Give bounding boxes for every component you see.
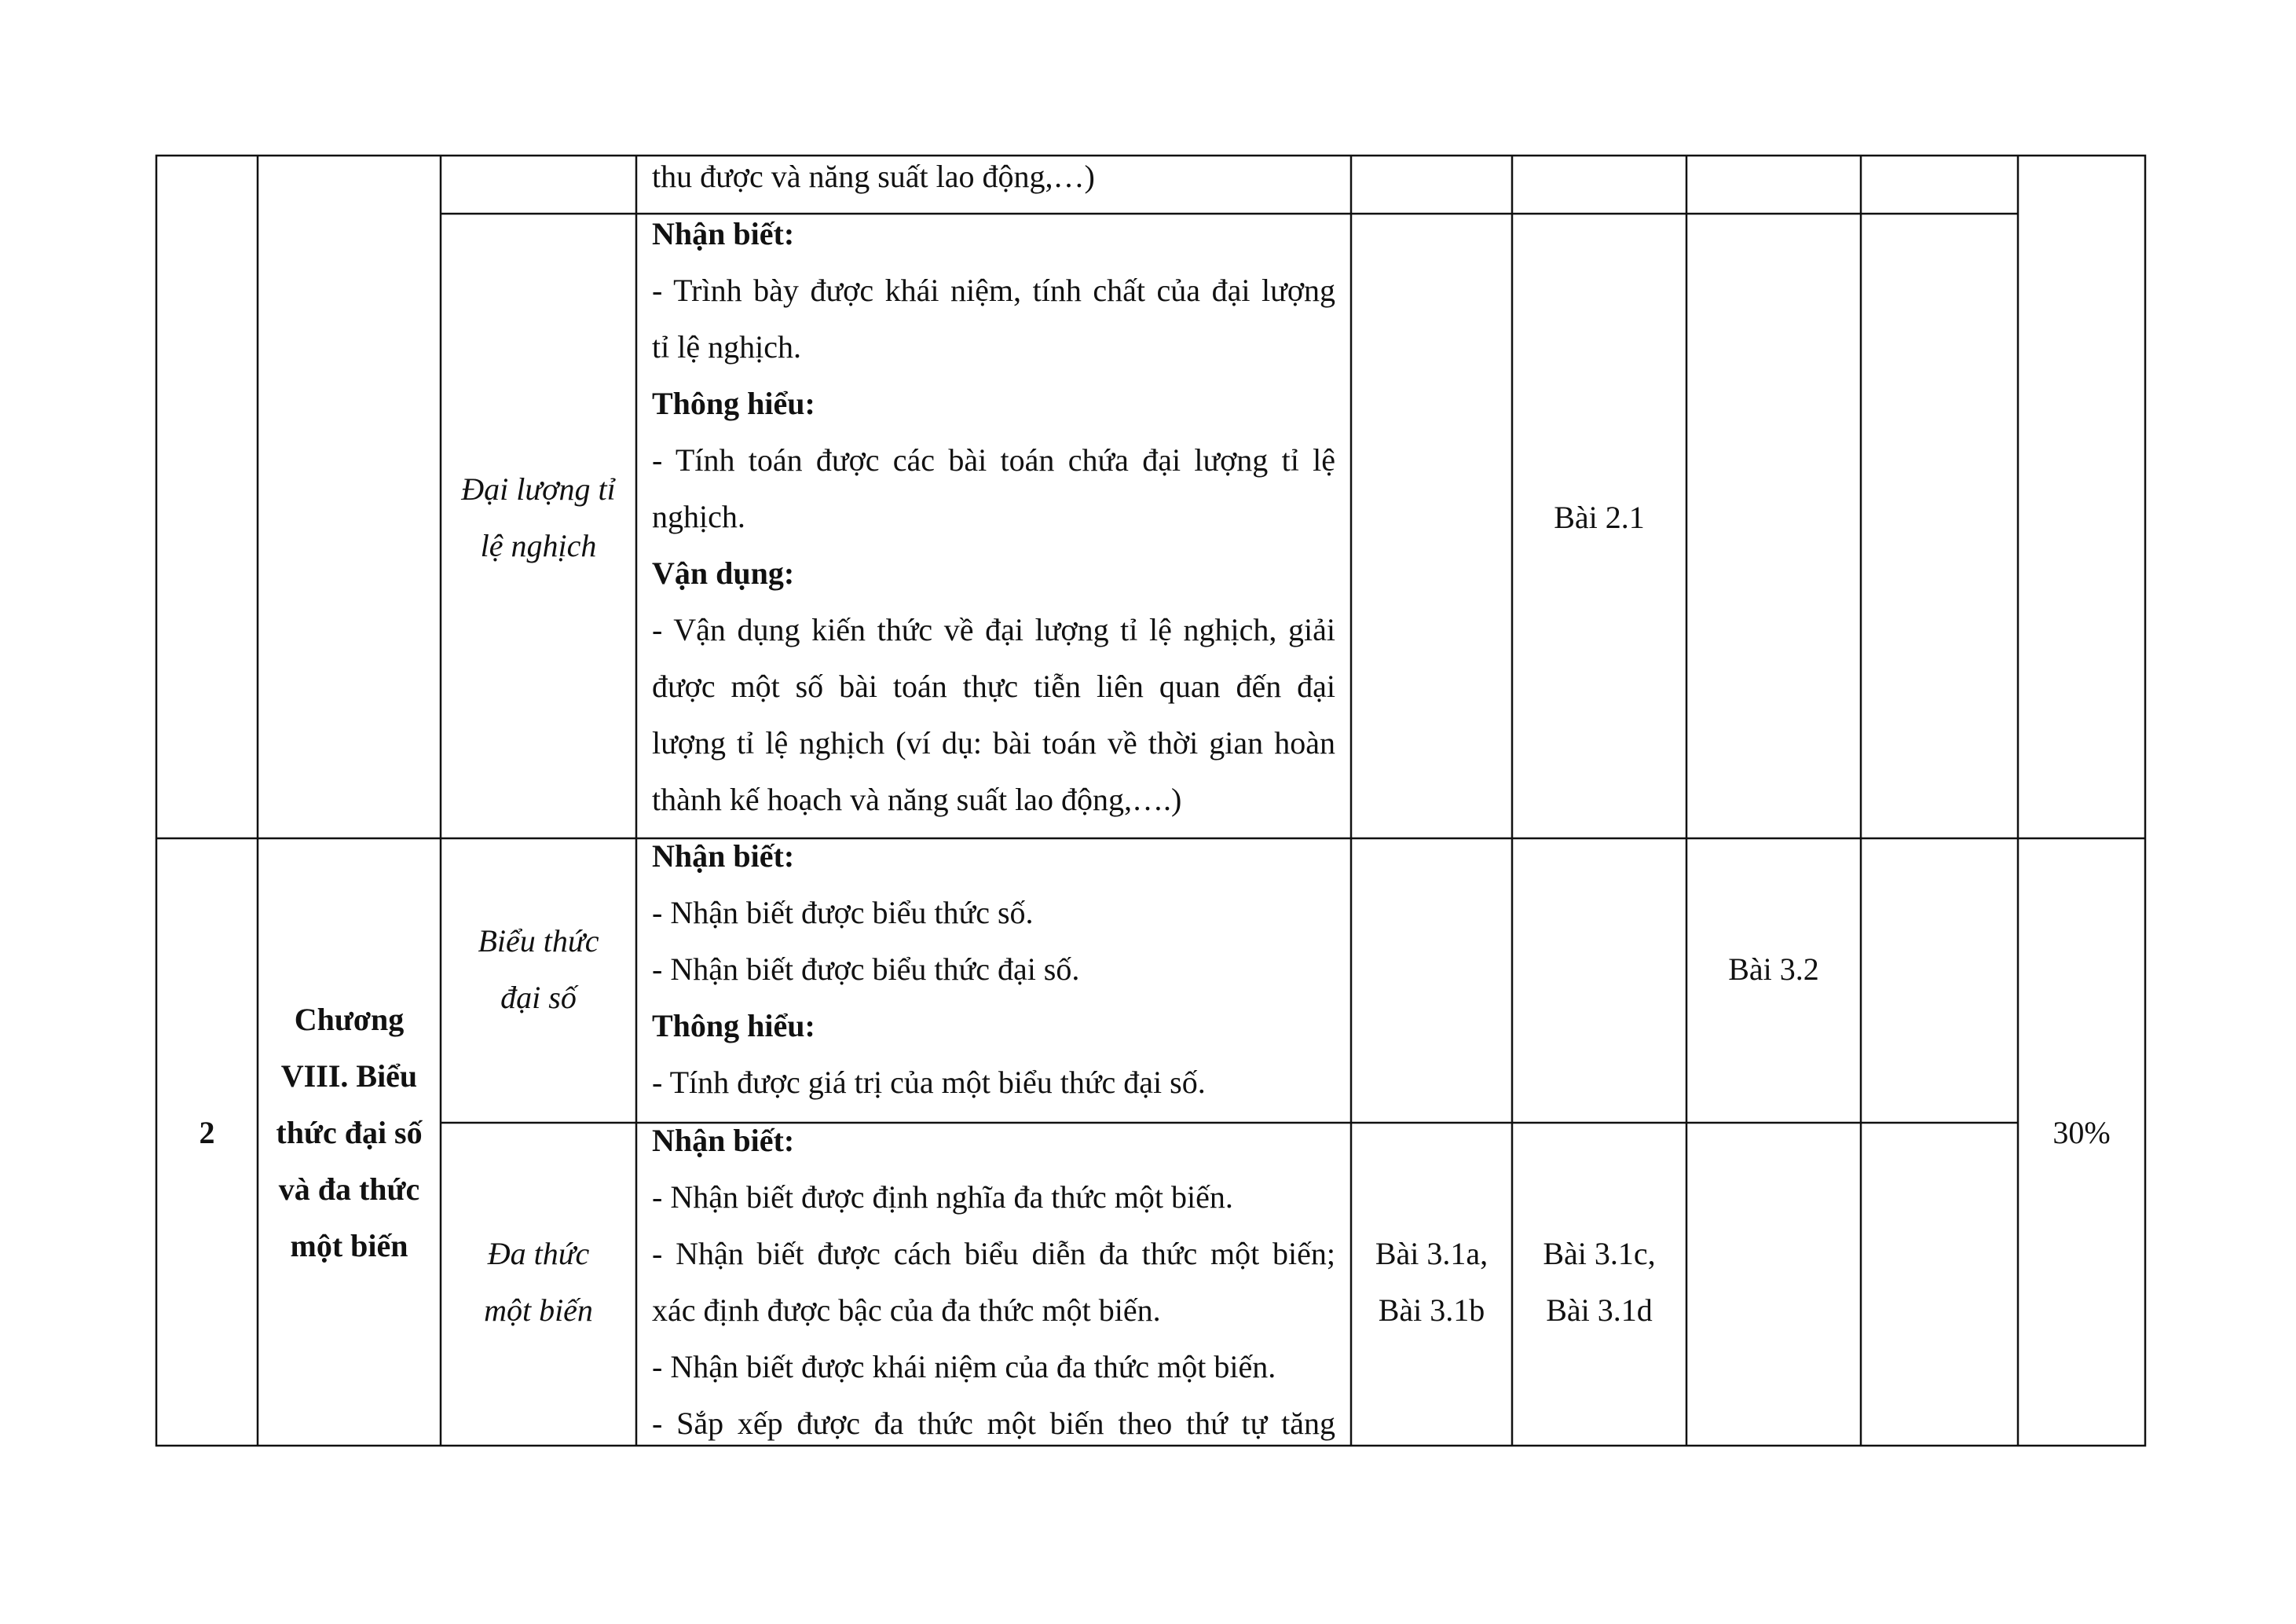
question-cell-bai-3-1ab [1351,1226,1512,1339]
topic-algebraic-expression [441,913,636,1026]
content-line-continued: thu được và năng suất lao động,…) [652,159,1095,194]
content-line: lượng tỉ lệ nghịch (ví dụ: bài toán về thời gian hoàn [652,725,1335,761]
question-cell-bai-2-1: Bài 2.1 [1554,500,1645,535]
content-line: - Nhận biết được biểu thức số. [652,895,1034,930]
content-line: - Nhận biết được cách biểu diễn đa thức một biến; [652,1236,1335,1271]
level-heading-nhan-biet: Nhận biết: [652,216,795,251]
content-line: nghịch. [652,499,745,534]
content-line: - Nhận biết được biểu thức đại số. [652,951,1080,987]
topic-polynomial [441,1226,636,1339]
question-line: Bài 3.1a, [1375,1236,1489,1271]
chapter-line: một biến [290,1228,408,1263]
content-line: - Nhận biết được khái niệm của đa thức một biến. [652,1349,1276,1384]
content-line: xác định được bậc của đa thức một biến. [652,1292,1161,1328]
chapter-title [258,992,441,1274]
content-algebraic-expression [652,828,1335,1111]
level-heading-nhan-biet: Nhận biết: [652,838,795,874]
level-heading-nhan-biet: Nhận biết: [652,1123,795,1158]
content-line: được một số bài toán thực tiễn liên quan đến đại [652,669,1335,704]
question-line: Bài 3.1b [1378,1292,1485,1328]
topic-line: Đa thức [487,1236,590,1271]
topic-line: đại số [500,980,577,1015]
content-inverse-proportion [652,206,1335,828]
weight-percent: 30% [2052,1115,2111,1150]
topic-inverse-proportion [441,461,636,574]
content-line: thành kế hoạch và năng suất lao động,….) [652,782,1182,817]
topic-line: lệ nghịch [480,528,597,563]
chapter-line: Chương [294,1002,405,1037]
level-heading-van-dung: Vận dụng: [652,555,795,591]
topic-line: Biểu thức [478,923,599,959]
topic-line: Đại lượng tỉ [461,471,616,507]
content-line: - Sắp xếp được đa thức một biến theo thứ tự tăng [652,1406,1335,1441]
content-line: tỉ lệ nghịch. [652,329,801,365]
content-line: - Trình bày được khái niệm, tính chất của đại lượng [652,273,1335,308]
question-line: Bài 3.1d [1546,1292,1653,1328]
content-line: - Vận dụng kiến thức về đại lượng tỉ lệ nghịch, giải [652,612,1335,647]
chapter-line: thức đại số [276,1115,423,1150]
question-line: Bài 3.1c, [1543,1236,1656,1271]
chapter-line: VIII. Biểu [280,1058,418,1094]
level-heading-thong-hieu: Thông hiểu: [652,386,815,421]
content-line: - Tính toán được các bài toán chứa đại lượng tỉ lệ [652,442,1335,478]
row-number [156,1105,258,1161]
level-heading-thong-hieu: Thông hiểu: [652,1008,815,1043]
chapter-line: và đa thức [278,1171,420,1207]
row-number-value: 2 [199,1115,215,1150]
topic-line: một biến [484,1292,593,1328]
question-cell-bai-3-1cd [1512,1226,1686,1339]
content-polynomial [652,1113,1335,1452]
question-cell-bai-3-2: Bài 3.2 [1728,951,1819,987]
content-line: - Nhận biết được định nghĩa đa thức một biến. [652,1179,1233,1215]
content-line: - Tính được giá trị của một biểu thức đại số. [652,1065,1206,1100]
